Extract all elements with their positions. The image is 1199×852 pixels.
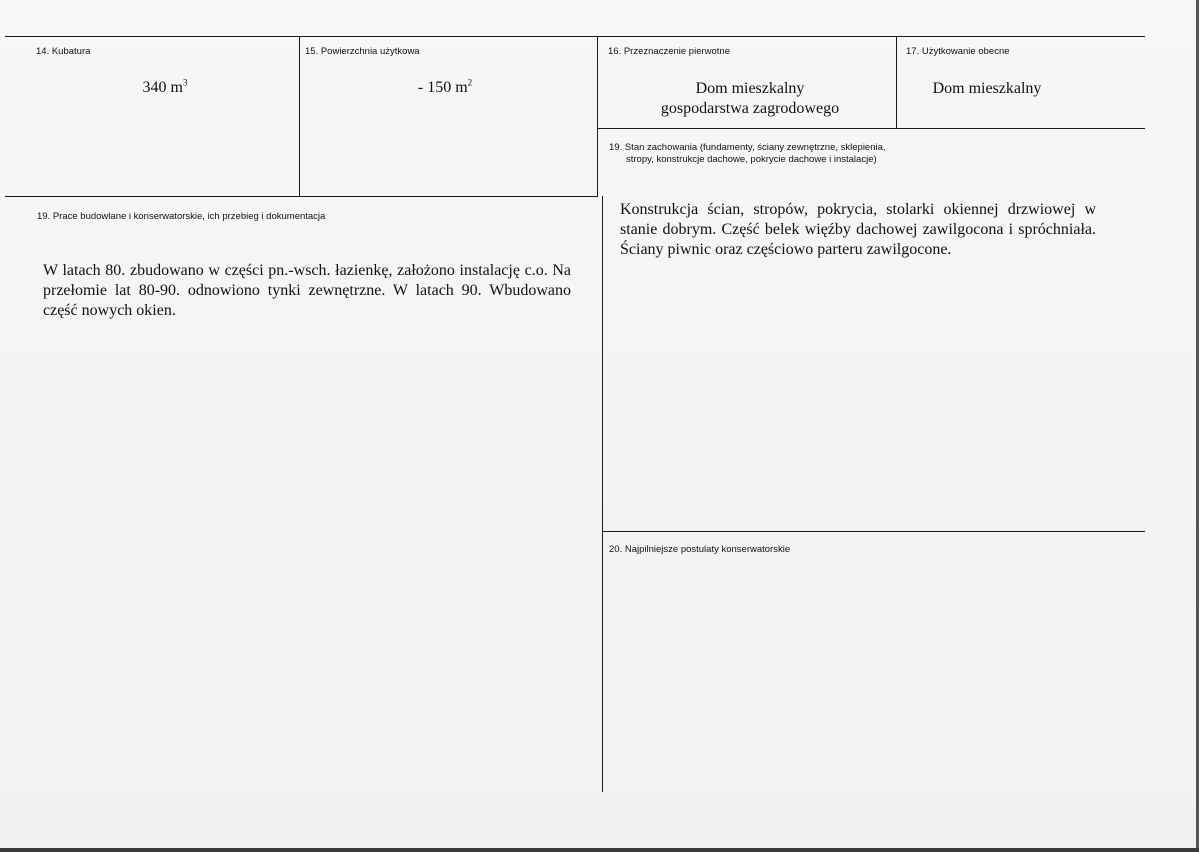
top-rule <box>5 36 1145 37</box>
stan-label-line1: 19. Stan zachowania (fundamenty, ściany zewnętrzne, sklepienia, <box>609 142 886 153</box>
divider-col-1 <box>299 36 300 196</box>
rule-above-20 <box>602 531 1145 532</box>
kubatura-label: 14. Kubatura <box>36 46 91 57</box>
stan-text: Konstrukcja ścian, stropów, pokrycia, stolarki okiennej drzwiowej w stanie dobrym. Część belek więźby dachowej zawilgocona i spróchniała. Ściany piwnic oraz częściowo parteru zawilgocone. <box>620 201 1096 258</box>
prace-text: W latach 80. zbudowano w części pn.-wsch. łazienkę, założono instalację c.o. Na przełomie lat 80-90. odnowiono tynki zewnętrzne. W latach 90. Wbudowano część nowych okien. <box>43 262 571 319</box>
uzytkowanie-label: 17. Użytkowanie obecne <box>906 46 1010 57</box>
kubatura-value-text: 340 m <box>142 79 183 96</box>
rule-under-16-17 <box>597 128 1145 129</box>
powierzchnia-label: 15. Powierzchnia użytkowa <box>305 46 420 57</box>
prace-label: 19. Prace budowlane i konserwatorskie, ich przebieg i dokumentacja <box>37 211 326 222</box>
kubatura-value <box>90 78 240 98</box>
powierzchnia-value <box>370 78 520 98</box>
rule-under-14-15 <box>5 196 598 197</box>
powierzchnia-exponent: 2 <box>467 77 473 88</box>
stan-label-line2: stropy, konstrukcje dachowe, pokrycie dachowe i instalacje) <box>626 154 877 165</box>
powierzchnia-value-text: - 150 m <box>417 79 468 96</box>
postulaty-label: 20. Najpilniejsze postulaty konserwatorskie <box>609 544 791 555</box>
divider-lower-middle <box>602 196 603 792</box>
divider-col-2 <box>597 36 598 196</box>
scan-edge-bottom <box>0 848 1199 852</box>
uzytkowanie-value: Dom mieszkalny <box>932 80 1042 97</box>
przeznaczenie-value-line2: gospodarstwa zagrodowego <box>660 100 840 117</box>
przeznaczenie-label: 16. Przeznaczenie pierwotne <box>608 46 730 57</box>
przeznaczenie-value-line1: Dom mieszkalny <box>695 80 805 97</box>
kubatura-exponent: 3 <box>182 77 188 88</box>
